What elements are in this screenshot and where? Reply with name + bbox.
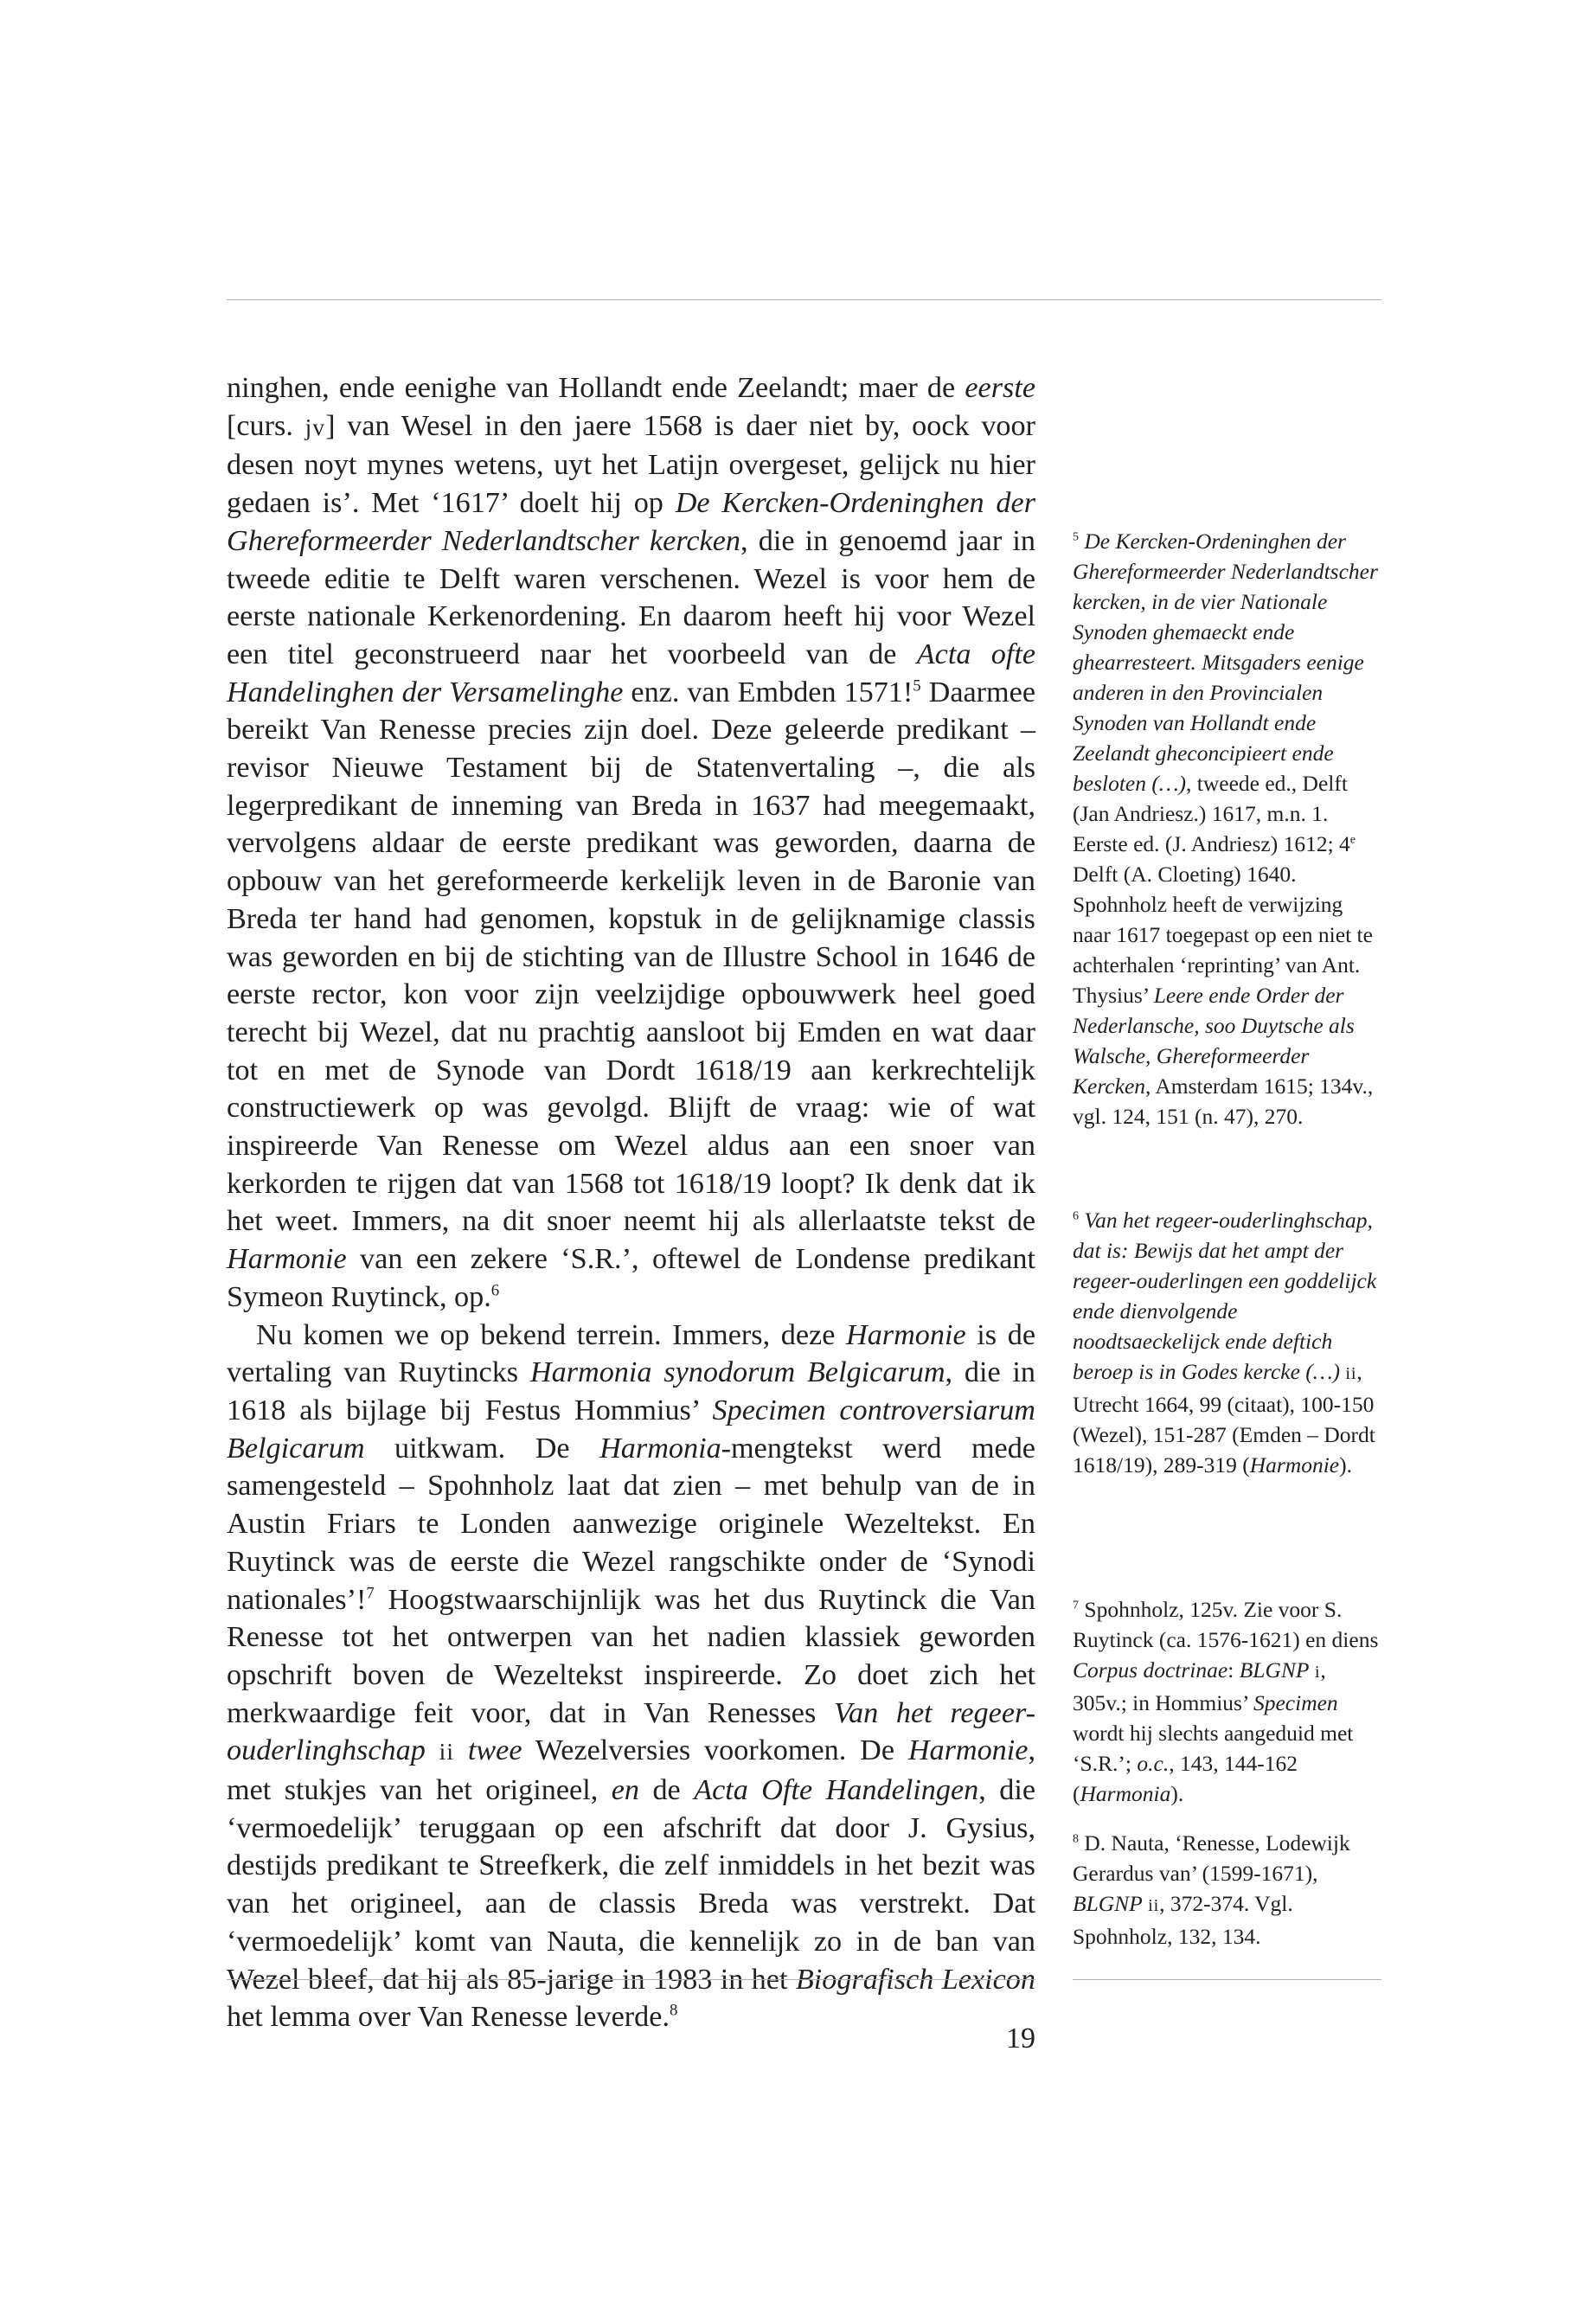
- small-caps-numeral: ii: [1345, 1364, 1357, 1383]
- text-run: Daarmee bereikt Van Renesse precies zijn doel. Deze geleerde predikant – revisor Nieuwe Testament bij de Statenvertaling –, die als legerpredikant de inneming van Breda in 1637 had meegemaakt, vervolgens aldaar de eerste predikant was geworden, daarna de opbouw van het gereformeerde kerkelijk leven in de Baronie van Breda ter hand had genomen, kopstuk in de gelijknamige classis was geworden en bij de stichting van de Illustre School in 1646 de eerste rector, kon voor zijn veelzijdige opbouwwerk heel goed terecht bij Wezel, dat nu prachtig aansloot bij Emden en wat daar tot en met de Synode van Dordt 1618/19 aan kerkrechtelijk constructiewerk op was gevolgd. Blijft de vraag: wie of wat inspireerde Van Renesse om Wezel aldus aan een snoer van kerkorden te rijgen dat van 1568 tot 1618/19 loopt? Ik denk dat ik het weet. Immers, na dit snoer neemt hij als allerlaatste tekst de: [227, 676, 1035, 1238]
- paragraph-1: [227, 369, 1035, 1317]
- small-caps-numeral: ii: [439, 1739, 455, 1766]
- text-run: , die in 1618 als bijlage bij Festus Hommius’: [227, 1356, 1036, 1426]
- italic-title: Acta ofte Handelinghen der Versamelinghe: [227, 638, 1035, 708]
- italic-title: Harmonia: [599, 1432, 721, 1465]
- small-caps-numeral: ii: [1148, 1896, 1160, 1915]
- text-run: , 372-374. Vgl. Spohnholz, 132, 134.: [1073, 1891, 1293, 1949]
- bottom-rule-notes: [1073, 1979, 1381, 1980]
- italic-emphasis: twee: [467, 1734, 522, 1767]
- text-run: uitkwam. De: [364, 1432, 600, 1465]
- text-run: , Utrecht 1664, 99 (citaat), 100-150 (Wezel), 151-287 (Emden – Dordt 1618/19), 289-319 (: [1073, 1359, 1375, 1477]
- footnote-marker: 6: [1073, 1209, 1080, 1223]
- italic-title: Leere ende Order der Nederlansche, soo Duytsche als Walsche, Ghereformeerder Kercken: [1073, 983, 1355, 1099]
- superscript: e: [1349, 833, 1356, 847]
- footnote-marker: 7: [1073, 1599, 1080, 1612]
- text-run: [426, 1734, 439, 1766]
- text-run: Delft (A. Cloeting) 1640. Spohnholz heeft de verwijzing naar 1617 toegepast op een niet te achterhalen ‘reprinting’ van Ant. Thysius’: [1073, 862, 1373, 1008]
- footnote-marker: 8: [1073, 1832, 1080, 1846]
- italic-title: Specimen controversiarum Belgicarum: [227, 1394, 1035, 1465]
- italic-title: Van het regeer-ouderlinghschap: [227, 1696, 1036, 1767]
- text-run: , Amsterdam 1615; 134v., vgl. 124, 151 (n. 47), 270.: [1073, 1074, 1374, 1129]
- small-caps-initials: jv: [304, 413, 326, 440]
- text-run: Nu komen we op bekend terrein. Immers, deze: [256, 1318, 847, 1351]
- text-run: wordt hij slechts aangeduid met ‘S.R.’;: [1073, 1721, 1354, 1776]
- italic-title: De Kercken-Ordeninghen der Ghereformeerder Nederlandtscher kercken: [227, 487, 1035, 557]
- text-run: ] van Wesel in den jaere 1568 is daer niet by, oock voor desen noyt mynes wetens, uyt het Latijn overgeset, gelijck nu hier gedaen is’. Met ‘1617’ doelt hij op: [227, 409, 1035, 520]
- italic-emphasis: en: [611, 1774, 639, 1807]
- text-run: ninghen, ende eenighe van Hollandt ende Zeelandt; maer de: [227, 372, 965, 404]
- text-run: enz. van Embden 1571!: [623, 676, 913, 708]
- italic-title: BLGNP: [1239, 1657, 1310, 1682]
- text-run: , die ‘vermoedelijk’ teruggaan op een afschrift dat door J. Gysius, destijds predikant te Streefkerk, die zelf inmiddels in het bezit was van het origineel, aan de classis Breda was verstrekt. Dat ‘vermoedelijk’ komt van Nauta, die kennelijk zo in de ban van Wezel bleef, dat hij als 85-jarige in 1983 in het: [227, 1774, 1035, 1996]
- text-run: :: [1227, 1657, 1240, 1682]
- footnote-ref-8[interactable]: 8: [670, 2001, 678, 2020]
- text-run: , die in genoemd jaar in tweede editie te Delft waren verschenen. Wezel is voor hem de eerste nationale Kerkenordening. En daarom heeft hij voor Wezel een titel geconstrueerd naar het voorbeeld van de: [227, 524, 1035, 670]
- top-rule: [227, 299, 1381, 300]
- footnote-ref-5[interactable]: 5: [913, 676, 921, 695]
- text-run: van een zekere ‘S.R.’, oftewel de Londense predikant Symeon Ruytinck, op.: [227, 1243, 1035, 1313]
- text-run: , met stukjes van het origineel,: [227, 1734, 1035, 1807]
- bottom-rule-main: [227, 1979, 1035, 1980]
- text-run: is de vertaling van Ruytincks: [227, 1318, 1035, 1389]
- italic-title: Harmonie: [1249, 1452, 1340, 1477]
- italic-run: eerste: [965, 372, 1035, 404]
- footnote-ref-6[interactable]: 6: [490, 1281, 500, 1300]
- text-run: ).: [1339, 1452, 1352, 1477]
- text-run: -mengtekst werd mede samengesteld – Spohnholz laat dat zien – met behulp van de in Austin Friars te Londen aanwezige originele Wezeltekst. En Ruytinck was de eerste die Wezel rangschikte onder de ‘Synodi nationales’!: [227, 1432, 1035, 1616]
- main-text-column: [227, 369, 1035, 2036]
- page-number: 19: [1006, 2022, 1035, 2054]
- text-run: Spohnholz, 125v. Zie voor S. Ruytinck (ca. 1576-1621) en diens: [1073, 1597, 1379, 1652]
- italic-title: Biografisch Lexicon: [795, 1963, 1035, 1996]
- text-run: [454, 1734, 468, 1766]
- italic-title: Harmonie: [907, 1734, 1029, 1767]
- italic-abbrev: o.c.: [1137, 1751, 1170, 1776]
- italic-title: De Kercken-Ordeninghen der Ghereformeerder Nederlandtscher kercken, in de vier Nationale Synoden ghemaeckt ende ghearresteert. Mitsgaders eenige anderen in den Provincialen Synoden van Hollandt ende Zeelandt gheconcipieert ende besloten (…): [1073, 529, 1378, 796]
- italic-title: Acta Ofte Handelingen: [694, 1774, 979, 1807]
- italic-title: Corpus doctrinae: [1073, 1657, 1228, 1682]
- italic-title: Harmonia: [1080, 1781, 1171, 1806]
- text-run: de: [639, 1774, 695, 1807]
- small-caps-numeral: i: [1314, 1663, 1321, 1682]
- italic-title: BLGNP: [1073, 1891, 1143, 1916]
- text-run: , 305v.; in Hommius’: [1073, 1657, 1326, 1715]
- footnote-marker: 5: [1073, 530, 1080, 544]
- italic-title: Harmonia synodorum Belgicarum: [529, 1356, 945, 1389]
- footnote-ref-7[interactable]: 7: [366, 1584, 375, 1603]
- text-run: ).: [1170, 1781, 1184, 1806]
- text-run: Hoogstwaarschijnlijk was het dus Ruytinck die Van Renesse tot het ontwerpen van het nadien klassiek geworden opschrift boven de Wezeltekst inspireerde. Zo doet zich het merkwaardige feit voor, dat in Van Renesses: [227, 1583, 1035, 1729]
- footnote-8: [1073, 1828, 1381, 1952]
- paragraph-2: [227, 1317, 1035, 2036]
- text-run: Wezelversies voorkomen. De: [522, 1734, 908, 1767]
- italic-title: Harmonie: [227, 1243, 347, 1276]
- text-run: [curs.: [227, 409, 305, 442]
- text-run: het lemma over Van Renesse leverde.: [227, 2001, 670, 2034]
- footnote-7: [1073, 1594, 1381, 1809]
- italic-title: Specimen: [1253, 1690, 1338, 1715]
- footnote-5: [1073, 526, 1381, 1131]
- text-run: D. Nauta, ‘Renesse, Lodewijk Gerardus van’ (1599-1671),: [1073, 1830, 1350, 1886]
- text-run: , 143, 144-162 (: [1073, 1751, 1298, 1806]
- text-run: , tweede ed., Delft (Jan Andriesz.) 1617, m.n. 1. Eerste ed. (J. Andriesz) 1612; 4: [1073, 771, 1350, 856]
- italic-title: Van het regeer-ouderlinghschap, dat is: Bewijs dat het ampt der regeer-ouderlingen een goddelijck ende dienvolgende noodtsaeckelijck ende deftich beroep is in Godes kercke (…): [1073, 1208, 1377, 1384]
- italic-title: Harmonie: [846, 1318, 966, 1351]
- footnote-6: [1073, 1205, 1381, 1480]
